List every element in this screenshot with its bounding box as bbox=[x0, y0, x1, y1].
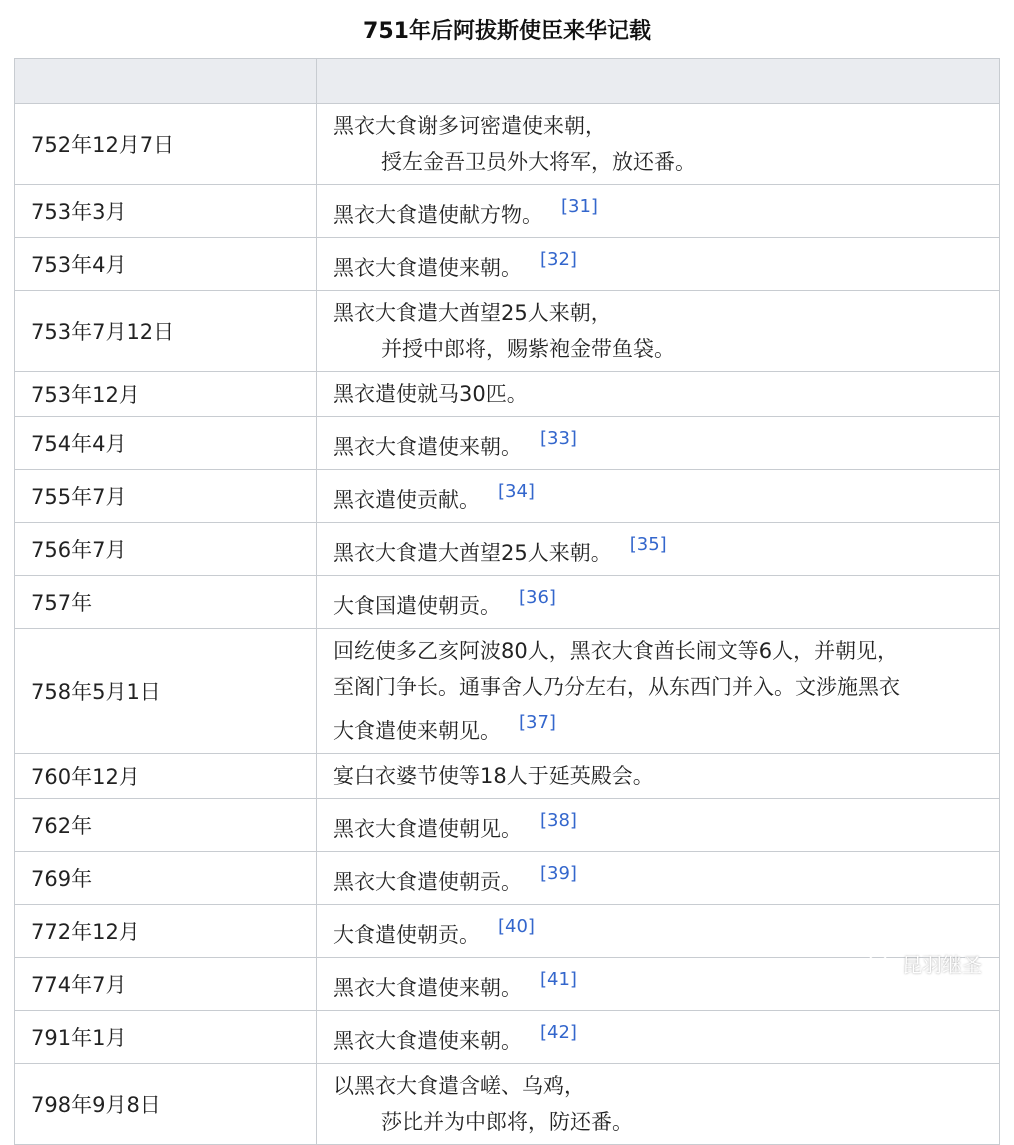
date-cell: 774年7月 bbox=[15, 958, 317, 1011]
table-row bbox=[15, 104, 1000, 185]
event-line: 回纥使多乙亥阿波80人，黑衣大食酋长闹文等6人，并朝见， bbox=[333, 639, 899, 663]
event-line: 黑衣大食遣大酋望25人来朝， bbox=[333, 301, 612, 325]
event-line: 黑衣大食遣使朝贡。 bbox=[333, 870, 522, 894]
event-line: 黑衣大食遣使献方物。 bbox=[333, 203, 543, 227]
reference-link[interactable]: [35] bbox=[629, 534, 667, 555]
event-line: 并授中郎将，赐紫袍金带鱼袋。 bbox=[381, 337, 675, 361]
event-cell bbox=[317, 1064, 1000, 1145]
event-line: 以黑衣大食遣含嵯、乌鸡， bbox=[333, 1074, 585, 1098]
table-row bbox=[15, 958, 1000, 1011]
table-row bbox=[15, 238, 1000, 291]
table-row bbox=[15, 291, 1000, 372]
date-cell: 791年1月 bbox=[15, 1011, 317, 1064]
event-cell bbox=[317, 291, 1000, 372]
reference-link[interactable]: [41] bbox=[540, 969, 577, 990]
date-cell: 760年12月 bbox=[15, 754, 317, 799]
event-line: 莎比并为中郎将，防还番。 bbox=[381, 1110, 633, 1134]
event-line: 黑衣大食遣使来朝。 bbox=[333, 435, 522, 459]
event-line: 大食遣使朝贡。 bbox=[333, 923, 480, 947]
table-row bbox=[15, 905, 1000, 958]
table-row bbox=[15, 523, 1000, 576]
date-cell: 755年7月 bbox=[15, 470, 317, 523]
event-cell bbox=[317, 417, 1000, 470]
event-line: 黑衣大食谢多诃密遣使来朝， bbox=[333, 114, 606, 138]
date-cell: 753年12月 bbox=[15, 372, 317, 417]
table-row bbox=[15, 185, 1000, 238]
table-row bbox=[15, 576, 1000, 629]
event-line: 宴白衣婆节使等18人于延英殿会。 bbox=[333, 764, 654, 788]
date-cell: 753年3月 bbox=[15, 185, 317, 238]
event-line: 大食国遣使朝贡。 bbox=[333, 594, 501, 618]
event-line: 至阁门争长。通事舍人乃分左右，从东西门并入。文涉施黑衣 bbox=[333, 675, 900, 699]
reference-link[interactable]: [37] bbox=[519, 712, 556, 733]
reference-link[interactable]: [36] bbox=[519, 587, 556, 608]
event-line: 黑衣大食遣使朝见。 bbox=[333, 817, 522, 841]
date-cell: 753年7月12日 bbox=[15, 291, 317, 372]
event-cell bbox=[317, 470, 1000, 523]
table-row bbox=[15, 1011, 1000, 1064]
table-row bbox=[15, 629, 1000, 754]
date-cell: 752年12月7日 bbox=[15, 104, 317, 185]
reference-link[interactable]: [38] bbox=[540, 810, 577, 831]
event-line: 大食遣使来朝见。 bbox=[333, 719, 501, 743]
table-row bbox=[15, 1064, 1000, 1145]
event-cell bbox=[317, 238, 1000, 291]
table-row bbox=[15, 799, 1000, 852]
event-line: 黑衣大食遣使来朝。 bbox=[333, 976, 522, 1000]
event-line: 黑衣大食遣大酋望25人来朝。 bbox=[333, 541, 612, 565]
event-cell bbox=[317, 799, 1000, 852]
date-cell: 762年 bbox=[15, 799, 317, 852]
event-cell bbox=[317, 576, 1000, 629]
date-cell: 756年7月 bbox=[15, 523, 317, 576]
event-cell bbox=[317, 1011, 1000, 1064]
event-line: 授左金吾卫员外大将军，放还番。 bbox=[381, 150, 696, 174]
event-line: 黑衣遣使就马30匹。 bbox=[333, 382, 528, 406]
reference-link[interactable]: [39] bbox=[540, 863, 577, 884]
watermark-text: 昆羽继圣 bbox=[902, 953, 982, 977]
event-cell bbox=[317, 104, 1000, 185]
wechat-icon bbox=[868, 953, 894, 975]
date-cell: 798年9月8日 bbox=[15, 1064, 317, 1145]
date-cell: 758年5月1日 bbox=[15, 629, 317, 754]
table-row bbox=[15, 417, 1000, 470]
event-cell bbox=[317, 185, 1000, 238]
reference-link[interactable]: [40] bbox=[498, 916, 535, 937]
date-cell: 754年4月 bbox=[15, 417, 317, 470]
reference-link[interactable]: [42] bbox=[540, 1022, 577, 1043]
event-cell bbox=[317, 852, 1000, 905]
header-cell-event bbox=[317, 59, 1000, 104]
watermark bbox=[868, 949, 982, 978]
event-cell bbox=[317, 372, 1000, 417]
table-header-row bbox=[15, 59, 1000, 104]
event-cell bbox=[317, 629, 1000, 754]
date-cell: 772年12月 bbox=[15, 905, 317, 958]
reference-link[interactable]: [32] bbox=[540, 249, 577, 270]
reference-link[interactable]: [31] bbox=[561, 196, 598, 217]
event-cell bbox=[317, 523, 1000, 576]
table-row bbox=[15, 470, 1000, 523]
event-line: 黑衣大食遣使来朝。 bbox=[333, 256, 522, 280]
header-cell-date bbox=[15, 59, 317, 104]
reference-link[interactable]: [34] bbox=[498, 481, 535, 502]
event-line: 黑衣大食遣使来朝。 bbox=[333, 1029, 522, 1053]
event-line: 黑衣遣使贡献。 bbox=[333, 488, 480, 512]
date-cell: 757年 bbox=[15, 576, 317, 629]
table-row bbox=[15, 372, 1000, 417]
date-cell: 753年4月 bbox=[15, 238, 317, 291]
reference-link[interactable]: [33] bbox=[540, 428, 577, 449]
page-title: 751年后阿拔斯使臣来华记载 bbox=[363, 19, 651, 44]
records-table bbox=[14, 58, 1000, 1145]
table-row bbox=[15, 852, 1000, 905]
table-row bbox=[15, 754, 1000, 799]
date-cell: 769年 bbox=[15, 852, 317, 905]
event-cell bbox=[317, 754, 1000, 799]
